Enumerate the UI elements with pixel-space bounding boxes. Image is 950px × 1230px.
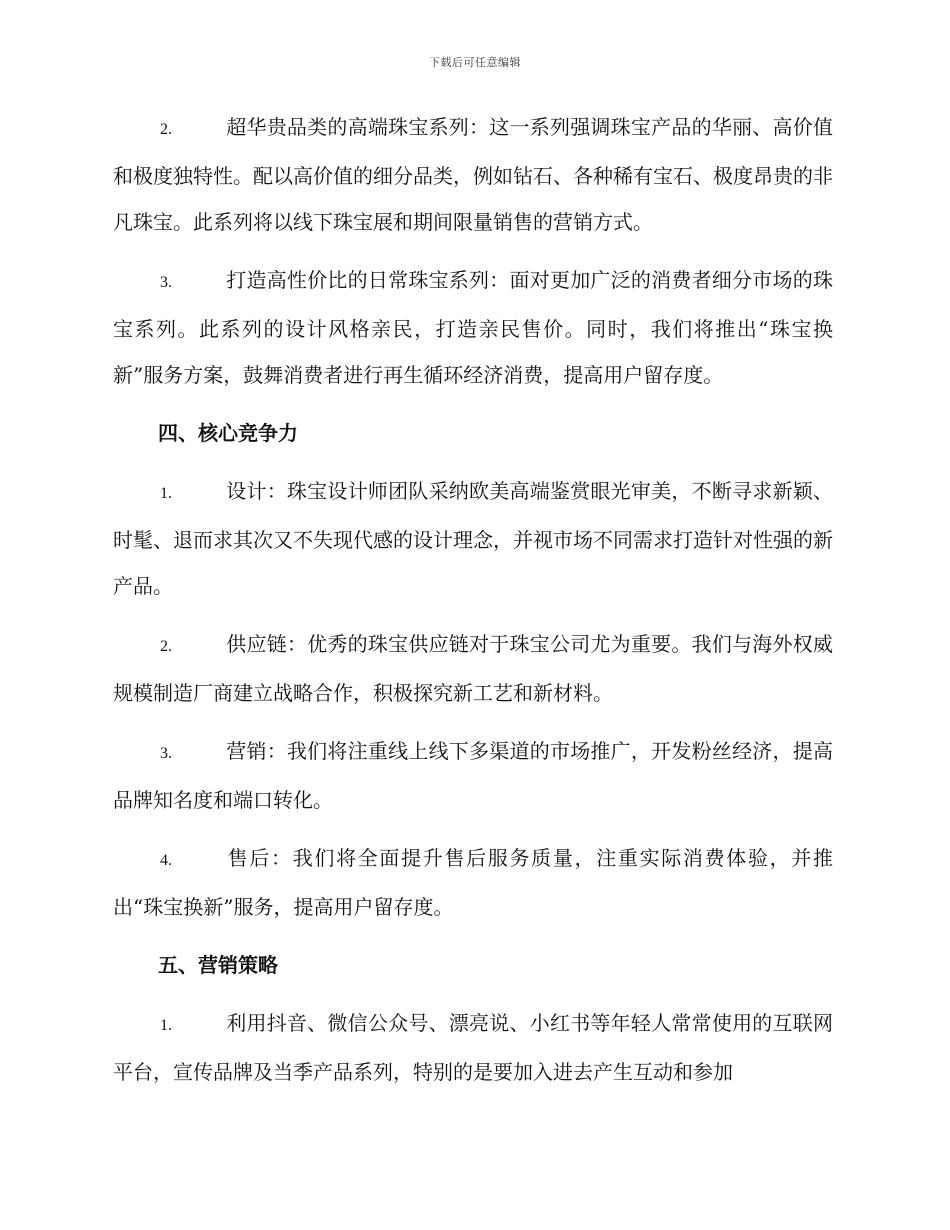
page-header: 下载后可任意编辑 — [429, 56, 521, 69]
list-item-text: 设计：珠宝设计师团队采纳欧美高端鉴赏眼光审美，不断寻求新颖、时髦、退而求其次又不失现代感的设计理念，并视市场不同需求打造针对性强的新产品。 — [113, 479, 833, 598]
list-item-text: 售后：我们将全面提升售后服务质量，注重实际消费体验，并推出“珠宝换新”服务，提高用户留存度。 — [113, 846, 833, 919]
list-item-text: 供应链：优秀的珠宝供应链对于珠宝公司尤为重要。我们与海外权威规模制造厂商建立战略合作，积极探究新工艺和新材料。 — [113, 632, 833, 705]
list-item-number: 4. — [160, 852, 172, 869]
section-heading-core-competitiveness: 四、核心竞争力 — [158, 421, 298, 445]
list-item-text: 打造高性价比的日常珠宝系列：面对更加广泛的消费者细分市场的珠宝系列。此系列的设计风格亲民，打造亲民售价。同时，我们将推出“珠宝换新”服务方案，鼓舞消费者进行再生循环经济消费，提高用户留存度。 — [113, 268, 833, 387]
list-item-number: 2. — [160, 121, 172, 138]
list-item-number: 1. — [160, 485, 172, 502]
list-item — [113, 835, 833, 930]
list-item-text: 超华贵品类的高端珠宝系列：这一系列强调珠宝产品的华丽、高价值和极度独特性。配以高价值的细分品类，例如钻石、各种稀有宝石、极度昂贵的非凡珠宝。此系列将以线下珠宝展和期间限量销售的营销方式。 — [113, 115, 833, 234]
list-item-number: 3. — [160, 274, 172, 291]
section-heading-marketing-strategy: 五、营销策略 — [158, 953, 278, 977]
list-item — [113, 104, 833, 245]
list-item-number: 2. — [160, 638, 172, 655]
list-item-text: 营销：我们将注重线上线下多渠道的市场推广，开发粉丝经济，提高品牌知名度和端口转化。 — [113, 739, 833, 812]
list-item — [113, 621, 833, 716]
document-body — [113, 104, 833, 1107]
list-item — [113, 728, 833, 823]
list-item-number: 1. — [160, 1017, 172, 1034]
list-item — [113, 468, 833, 609]
list-item — [113, 257, 833, 398]
list-item-text: 利用抖音、微信公众号、漂亮说、小红书等年轻人常常使用的互联网平台，宣传品牌及当季产品系列，特别的是要加入进去产生互动和参加 — [113, 1011, 833, 1084]
list-item-number: 3. — [160, 745, 172, 762]
list-item — [113, 1000, 833, 1095]
